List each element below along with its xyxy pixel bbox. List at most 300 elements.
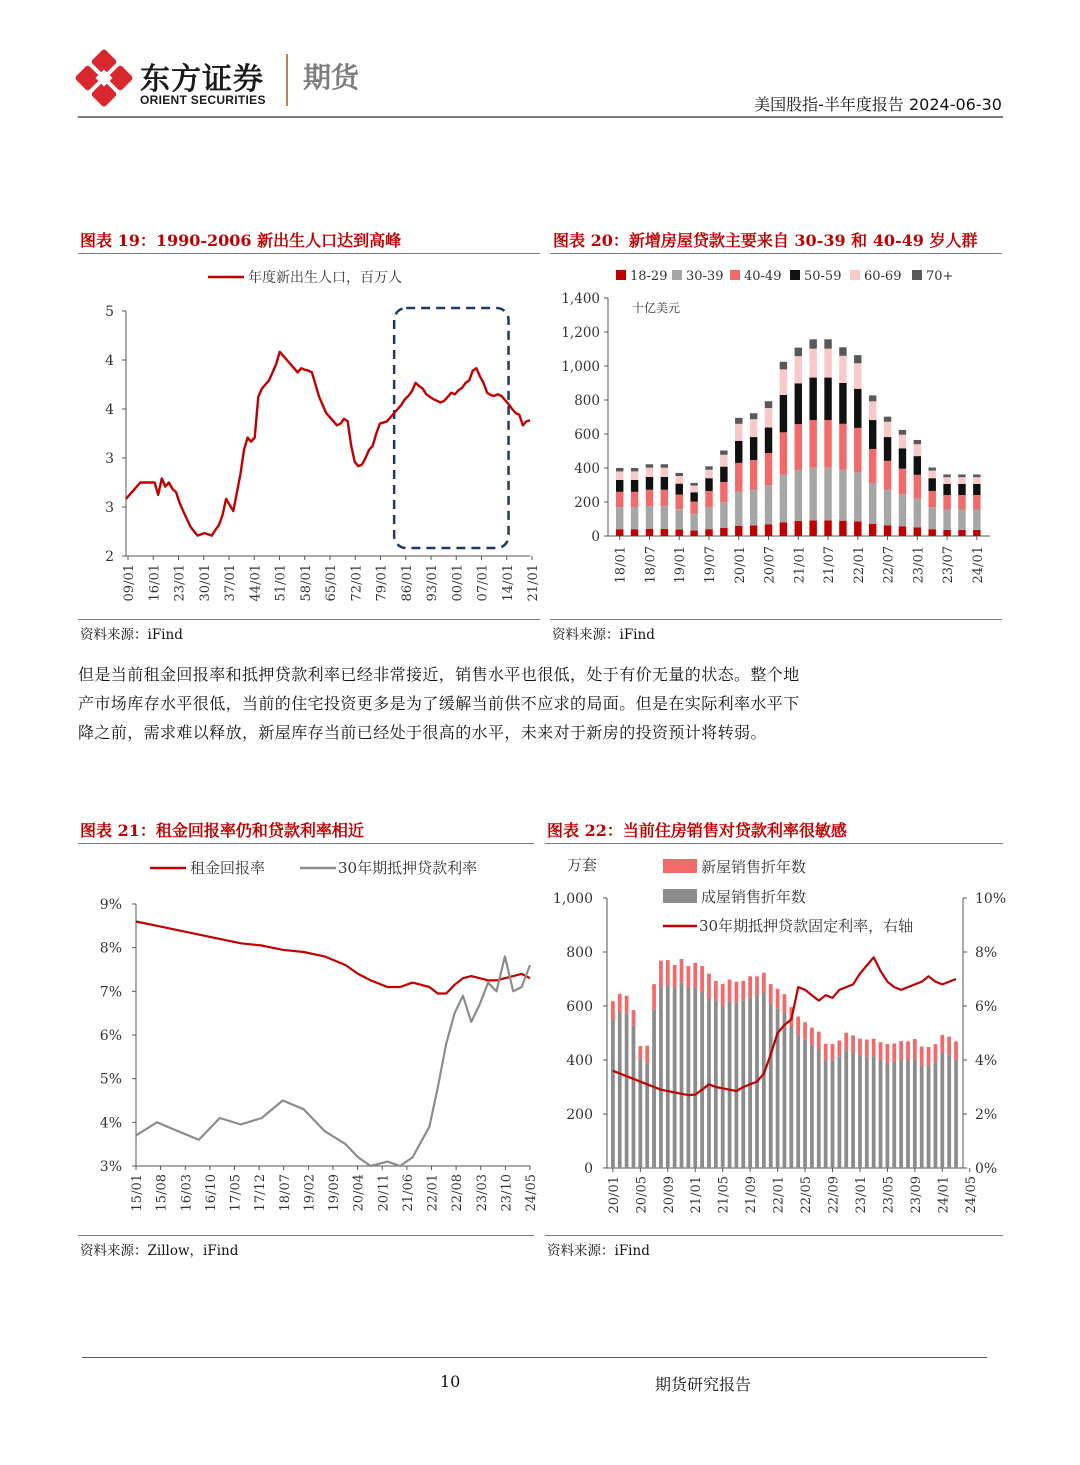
fig22-bar-existing [892, 1062, 896, 1168]
fig22-bar-existing [652, 1010, 656, 1168]
fig20-bar-18-29 [884, 525, 891, 536]
fig20-bar-50-59 [899, 448, 906, 468]
fig19-x-tick-label: 09/01 [122, 564, 137, 602]
fig20-legend-label-5: 70+ [926, 269, 954, 284]
fig22-bar-new [920, 1047, 924, 1066]
fig22-bar-new [831, 1044, 835, 1060]
fig20-bar-60-69 [631, 471, 638, 480]
fig22-legend-swatch-1 [663, 889, 697, 903]
fig20-bar-50-59 [809, 378, 816, 421]
fig20-x-tick-label: 23/01 [911, 546, 927, 584]
fig20-bar-30-39 [765, 485, 772, 524]
fig22-bar-new [927, 1047, 931, 1065]
fig20-bar-30-39 [631, 507, 638, 529]
fig22-top-rule [545, 843, 1003, 844]
fig22-bar-new [796, 1017, 800, 1035]
fig20-bar-60-69 [720, 455, 727, 467]
fig21-title: 图表 21：租金回报率仍和贷款利率相近 [80, 821, 364, 840]
fig20-bar-18-29 [705, 529, 712, 536]
fig19-chart [78, 256, 540, 616]
fig22-bar-new [906, 1041, 910, 1060]
fig22-bar-existing [632, 1026, 636, 1168]
fig20-bar-40-49 [690, 502, 697, 514]
fig22-bar-existing [872, 1056, 876, 1168]
fig20-bar-40-49 [795, 424, 802, 470]
fig21-x-tick-label: 15/01 [130, 1174, 145, 1212]
fig20-x-tick-label: 18/01 [613, 546, 629, 584]
fig20-bar-70+ [914, 440, 921, 444]
fig22-bar-existing [947, 1055, 951, 1168]
fig22-source: 资料来源：iFind [547, 1243, 650, 1259]
fig20-bar-30-39 [616, 507, 623, 529]
fig22-bar-new [666, 960, 670, 986]
fig22-x-tick-label: 21/09 [744, 1176, 760, 1214]
report-title: 美国股指-半年度报告 2024-06-30 [754, 95, 1002, 114]
fig21-legend-label-1: 30年期抵押贷款利率 [338, 859, 478, 877]
fig19-x-tick-label: 86/01 [399, 564, 415, 602]
fig22-bar-existing [666, 986, 670, 1168]
fig22-bar-new [892, 1044, 896, 1062]
fig20-bar-60-69 [705, 470, 712, 479]
fig20-bar-60-69 [780, 369, 787, 395]
fig20-bar-18-29 [958, 530, 965, 536]
fig22-left-tick-label: 800 [566, 945, 593, 961]
fig20-bar-50-59 [780, 395, 787, 432]
fig20-bar-18-29 [661, 529, 668, 536]
fig20-bar-40-49 [735, 463, 742, 492]
fig20-y-tick-label: 200 [574, 495, 600, 511]
fig19-top-rule [78, 253, 540, 254]
fig22-bar-existing [659, 988, 663, 1168]
fig22-bar-existing [728, 1001, 732, 1168]
fig21-legend-label-0: 租金回报率 [190, 859, 266, 877]
fig22-bar-new [707, 974, 711, 998]
fig20-y-tick-label: 1,200 [561, 325, 600, 341]
fig21-chart [78, 846, 539, 1230]
fig20-bar-18-29 [973, 530, 980, 536]
fig22-bar-new [954, 1041, 958, 1059]
fig20-bar-30-39 [884, 490, 891, 526]
fig20-bar-50-59 [958, 484, 965, 495]
fig19-bottom-rule [78, 619, 540, 620]
fig20-bar-50-59 [676, 484, 683, 495]
fig20-x-tick-label: 19/07 [703, 546, 718, 584]
fig20-x-tick-label: 18/07 [643, 546, 659, 584]
fig22-left-tick-label: 400 [566, 1053, 593, 1069]
fig19-x-tick-label: 30/01 [197, 564, 213, 602]
fig20-bar-70+ [839, 347, 846, 356]
fig20-bar-70+ [735, 418, 742, 424]
fig20-x-tick-label: 21/01 [792, 546, 808, 584]
fig20-bar-70+ [646, 464, 653, 467]
fig20-y-tick-label: 1,400 [561, 291, 600, 307]
fig22-bar-new [947, 1037, 951, 1056]
fig20-bar-30-39 [780, 475, 787, 523]
fig22-x-tick-label: 22/05 [799, 1176, 815, 1214]
fig21-x-tick-label: 19/09 [327, 1174, 342, 1212]
fig20-legend-label-1: 30-39 [686, 269, 724, 284]
fig20-bar-18-29 [869, 524, 876, 536]
fig20-bar-40-49 [780, 432, 787, 475]
fig22-bar-new [680, 959, 684, 983]
fig22-bar-existing [769, 1004, 773, 1168]
fig22-bar-new [886, 1044, 890, 1063]
fig20-legend-swatch-3 [790, 270, 800, 280]
fig22-bar-existing [700, 992, 704, 1168]
fig21-x-tick-label: 20/11 [376, 1174, 392, 1212]
fig20-bar-30-39 [809, 468, 816, 521]
fig20-legend-label-4: 60-69 [864, 269, 902, 284]
body-paragraph: 但是当前租金回报率和抵押贷款利率已经非常接近，销售水平也很低，处于有价无量的状态。整个地产市场库存水平很低，当前的住宅投资更多是为了缓解当前供不应求的局面。但是在实际利率水平下降之前，需求难以释放，新屋库存当前已经处于很高的水平，未来对于新房的投资预计将转弱。 [78, 665, 800, 742]
fig20-bar-30-39 [854, 472, 861, 521]
fig22-bar-new [652, 984, 656, 1010]
fig22-bar-existing [638, 1059, 642, 1168]
fig22-left-tick-label: 0 [584, 1161, 593, 1177]
fig22-bar-existing [714, 1001, 718, 1168]
fig20-bar-70+ [720, 450, 727, 454]
fig22-bar-new [645, 1046, 649, 1064]
fig22-bar-new [659, 961, 663, 988]
fig22-bar-existing [618, 1012, 622, 1168]
fig20-bar-50-59 [795, 383, 802, 424]
fig20-x-tick-label: 22/01 [851, 546, 867, 584]
fig21-y-tick-label: 8% [99, 940, 122, 957]
fig22-bar-existing [693, 987, 697, 1168]
fig21-x-tick-label: 24/05 [524, 1174, 539, 1212]
fig20-bar-60-69 [765, 408, 772, 428]
fig20-bar-40-49 [616, 492, 623, 507]
fig20-bar-18-29 [795, 521, 802, 536]
fig20-bar-60-69 [958, 477, 965, 484]
fig20-unit-label: 十亿美元 [632, 301, 681, 315]
fig19-x-tick-label: 21/01 [526, 564, 541, 602]
fig22-bar-existing [803, 1040, 807, 1168]
fig20-bar-60-69 [899, 435, 906, 449]
fig22-right-tick-label: 8% [975, 945, 998, 961]
fig19-y-tick-label: 4 [105, 402, 114, 418]
fig22-bar-new [872, 1039, 876, 1057]
fig20-bar-50-59 [765, 428, 772, 454]
fig20-bar-40-49 [973, 495, 980, 509]
fig20-bar-18-29 [914, 528, 921, 537]
fig20-bar-50-59 [616, 480, 623, 492]
fig20-x-tick-label: 20/01 [732, 546, 748, 584]
fig20-bar-30-39 [824, 468, 831, 521]
fig20-bar-50-59 [869, 420, 876, 449]
fig20-bar-70+ [869, 395, 876, 401]
fig22-bar-existing [680, 983, 684, 1168]
fig20-legend-swatch-4 [850, 270, 860, 280]
fig22-bar-existing [886, 1063, 890, 1168]
fig22-bar-new [618, 994, 622, 1013]
fig20-bar-50-59 [750, 437, 757, 460]
fig20-bar-50-59 [943, 484, 950, 495]
fig20-bar-30-39 [973, 509, 980, 529]
fig20-bar-40-49 [750, 460, 757, 490]
fig22-bar-existing [741, 1000, 745, 1168]
fig22-bar-new [700, 966, 704, 992]
fig22-bar-existing [645, 1063, 649, 1168]
fig20-bar-70+ [780, 362, 787, 370]
fig20-bottom-rule [550, 619, 1002, 620]
fig22-bar-existing [906, 1060, 910, 1168]
fig20-bar-18-29 [631, 529, 638, 536]
fig20-bar-30-39 [720, 502, 727, 527]
fig22-x-tick-label: 24/05 [963, 1176, 979, 1214]
fig20-bar-40-49 [899, 469, 906, 495]
fig22-bar-new [673, 965, 677, 987]
fig20-bar-50-59 [824, 378, 831, 421]
fig20-y-tick-label: 600 [574, 427, 600, 443]
fig22-x-tick-label: 23/01 [853, 1176, 869, 1214]
fig20-bar-18-29 [943, 530, 950, 536]
fig20-bar-70+ [616, 468, 623, 471]
fig20-bar-18-29 [750, 525, 757, 536]
fig20-bar-50-59 [839, 383, 846, 424]
fig20-bar-40-49 [646, 490, 653, 506]
fig20-bar-40-49 [765, 453, 772, 485]
fig20-bar-30-39 [943, 509, 950, 529]
fig20-x-tick-label: 24/01 [970, 546, 986, 584]
page-number: 10 [440, 1372, 461, 1391]
fig20-title: 图表 20：新增房屋贷款主要来自 30-39 和 40-49 岁人群 [553, 231, 978, 250]
footer-rule [82, 1357, 987, 1358]
fig20-bar-30-39 [914, 499, 921, 528]
fig20-bar-50-59 [928, 478, 935, 491]
fig21-bottom-rule [78, 1235, 534, 1236]
fig20-bar-40-49 [631, 492, 638, 507]
fig22-x-tick-label: 22/09 [826, 1176, 842, 1214]
fig22-bar-existing [796, 1035, 800, 1168]
fig22-x-tick-label: 24/01 [936, 1176, 952, 1214]
fig22-x-tick-label: 20/01 [606, 1176, 622, 1214]
fig22-bar-new [858, 1039, 862, 1055]
fig22-bar-new [693, 963, 697, 987]
fig22-bar-new [913, 1039, 917, 1059]
fig19-y-tick-label: 5 [105, 304, 114, 320]
fig20-bar-18-29 [735, 526, 742, 536]
fig20-x-tick-label: 21/07 [822, 546, 838, 584]
fig19-y-tick-label: 2 [105, 549, 114, 565]
fig22-bar-new [824, 1044, 828, 1061]
fig20-bar-70+ [943, 474, 950, 477]
fig22-bar-existing [879, 1060, 883, 1168]
fig20-bar-60-69 [869, 401, 876, 420]
fig22-bar-new [810, 1028, 814, 1046]
fig22-x-tick-label: 21/05 [716, 1176, 732, 1214]
fig20-bar-60-69 [750, 419, 757, 437]
fig21-top-rule [78, 843, 534, 844]
fig21-y-tick-label: 9% [99, 897, 122, 913]
fig20-bar-30-39 [795, 470, 802, 521]
fig20-bar-30-39 [928, 507, 935, 529]
footer-label: 期货研究报告 [655, 1375, 752, 1394]
fig20-bar-30-39 [735, 492, 742, 526]
fig20-bar-70+ [676, 473, 683, 476]
fig22-bar-new [625, 996, 629, 1014]
fig20-legend-swatch-0 [616, 270, 626, 280]
fig19-x-tick-label: 14/01 [500, 564, 516, 602]
fig20-legend-swatch-1 [672, 270, 682, 280]
fig20-bar-18-29 [616, 529, 623, 536]
fig19-legend-label: 年度新出生人口，百万人 [248, 270, 402, 286]
fig20-bar-60-69 [661, 468, 668, 477]
fig20-bar-18-29 [780, 522, 787, 536]
fig22-bar-new [879, 1042, 883, 1060]
fig20-bar-50-59 [631, 480, 638, 492]
fig20-bar-70+ [809, 339, 816, 348]
fig21-x-tick-label: 20/04 [351, 1174, 367, 1212]
fig20-y-tick-label: 400 [574, 461, 600, 477]
fig20-bar-70+ [854, 355, 861, 363]
fig19-series-line [126, 352, 530, 536]
fig21-y-tick-label: 4% [99, 1115, 122, 1132]
fig20-bar-60-69 [646, 468, 653, 477]
fig21-x-tick-label: 17/12 [253, 1174, 269, 1212]
fig22-bar-existing [913, 1059, 917, 1168]
fig20-bar-60-69 [884, 422, 891, 437]
fig19-x-tick-label: 44/01 [248, 564, 264, 602]
fig20-bar-50-59 [705, 478, 712, 491]
fig20-bar-70+ [750, 413, 757, 419]
fig22-bar-new [611, 1001, 615, 1020]
fig20-bar-60-69 [676, 476, 683, 484]
fig22-bar-existing [611, 1021, 615, 1168]
fig19-x-tick-label: 23/01 [172, 564, 188, 602]
fig20-top-rule [550, 253, 1002, 254]
fig22-bar-new [755, 976, 759, 995]
fig22-legend-label-0: 新屋销售折年数 [701, 858, 807, 876]
fig22-chart [545, 846, 1005, 1230]
fig22-bar-existing [817, 1049, 821, 1168]
fig19-x-tick-label: 16/01 [147, 564, 163, 602]
fig22-bar-new [632, 1010, 636, 1026]
fig20-bar-40-49 [824, 420, 831, 468]
fig20-bar-40-49 [809, 420, 816, 468]
fig20-bar-30-39 [676, 509, 683, 529]
fig19-y-tick-label: 3 [105, 500, 114, 516]
fig22-bar-existing [831, 1060, 835, 1168]
fig20-bar-40-49 [884, 461, 891, 490]
fig22-bar-new [762, 973, 766, 993]
fig20-legend-label-2: 40-49 [744, 269, 782, 284]
fig22-bar-existing [954, 1059, 958, 1168]
fig20-x-tick-label: 22/07 [881, 546, 897, 584]
fig21-x-tick-label: 17/05 [228, 1174, 244, 1212]
brand-name-en: ORIENT SECURITIES [140, 93, 266, 107]
fig20-legend-label-0: 18-29 [630, 269, 668, 284]
fig20-bar-60-69 [795, 356, 802, 383]
fig22-bottom-rule [545, 1235, 1003, 1236]
fig20-bar-18-29 [839, 521, 846, 536]
fig20-bar-18-29 [928, 529, 935, 536]
fig20-x-tick-label: 23/07 [941, 546, 957, 584]
fig21-x-tick-label: 22/08 [450, 1174, 466, 1212]
fig20-bar-60-69 [973, 477, 980, 484]
fig20-bar-18-29 [765, 524, 772, 536]
fig20-bar-70+ [928, 467, 935, 470]
fig20-bar-50-59 [973, 484, 980, 495]
fig20-bar-50-59 [690, 492, 697, 501]
fig22-x-tick-label: 23/05 [881, 1176, 897, 1214]
fig20-bar-30-39 [958, 509, 965, 529]
fig20-bar-18-29 [646, 529, 653, 536]
fig21-x-tick-label: 16/03 [179, 1174, 195, 1212]
fig20-bar-60-69 [914, 444, 921, 456]
fig22-bar-existing [920, 1065, 924, 1168]
fig20-bar-40-49 [914, 475, 921, 499]
fig21-series-line-1 [136, 956, 530, 1166]
fig22-x-tick-label: 20/09 [661, 1176, 677, 1214]
fig20-y-tick-label: 1,000 [561, 359, 600, 375]
fig20-bar-30-39 [705, 507, 712, 529]
fig22-bar-existing [707, 998, 711, 1168]
fig21-x-tick-label: 19/02 [302, 1174, 318, 1212]
fig22-bar-existing [899, 1060, 903, 1168]
fig19-x-tick-label: 51/01 [273, 564, 289, 602]
fig19-x-tick-label: 72/01 [349, 564, 365, 602]
fig20-bar-70+ [631, 468, 638, 471]
fig20-bar-50-59 [720, 467, 727, 482]
fig22-legend-label-1: 成屋销售折年数 [701, 888, 807, 906]
fig22-x-tick-label: 20/05 [634, 1176, 650, 1214]
fig21-series-line-0 [136, 922, 530, 994]
fig22-bar-existing [837, 1057, 841, 1168]
fig20-bar-70+ [765, 401, 772, 408]
fig22-right-tick-label: 4% [975, 1053, 998, 1069]
fig20-chart [550, 256, 1002, 616]
fig20-bar-18-29 [809, 520, 816, 536]
fig20-bar-60-69 [690, 486, 697, 493]
fig19-x-tick-label: 37/01 [223, 564, 238, 602]
fig22-x-tick-label: 21/01 [689, 1176, 705, 1214]
fig22-bar-existing [865, 1057, 869, 1168]
brand-separator [286, 54, 288, 106]
fig22-bar-existing [625, 1013, 629, 1168]
fig22-right-tick-label: 2% [975, 1107, 998, 1123]
fig19-title: 图表 19：1990-2006 新出生人口达到高峰 [80, 231, 402, 250]
fig20-bar-50-59 [884, 437, 891, 461]
fig20-bar-60-69 [943, 477, 950, 484]
fig20-bar-70+ [884, 417, 891, 422]
fig22-bar-new [899, 1041, 903, 1060]
fig19-x-tick-label: 58/01 [298, 564, 314, 602]
fig22-bar-new [748, 976, 752, 998]
fig20-bar-70+ [958, 474, 965, 477]
fig22-bar-new [844, 1033, 848, 1051]
fig22-bar-new [934, 1044, 938, 1062]
fig22-bar-existing [789, 1027, 793, 1168]
fig20-bar-40-49 [676, 495, 683, 509]
fig20-bar-40-49 [720, 482, 727, 502]
fig20-bar-18-29 [854, 521, 861, 536]
fig20-bar-50-59 [854, 389, 861, 428]
fig22-bar-existing [858, 1055, 862, 1168]
fig22-bar-new [851, 1035, 855, 1052]
fig22-legend-label-2: 30年期抵押贷款固定利率，右轴 [699, 917, 914, 935]
fig22-bar-new [728, 980, 732, 1002]
fig20-bar-30-39 [899, 494, 906, 526]
fig21-y-tick-label: 3% [99, 1159, 122, 1175]
fig20-x-tick-label: 20/07 [762, 546, 778, 584]
fig22-bar-existing [810, 1045, 814, 1168]
fig22-bar-existing [927, 1065, 931, 1168]
header-rule [78, 116, 1003, 118]
fig22-x-tick-label: 22/01 [771, 1176, 787, 1214]
fig22-bar-new [803, 1022, 807, 1040]
fig19-highlight-box [394, 308, 508, 548]
fig22-bar-new [865, 1039, 869, 1056]
